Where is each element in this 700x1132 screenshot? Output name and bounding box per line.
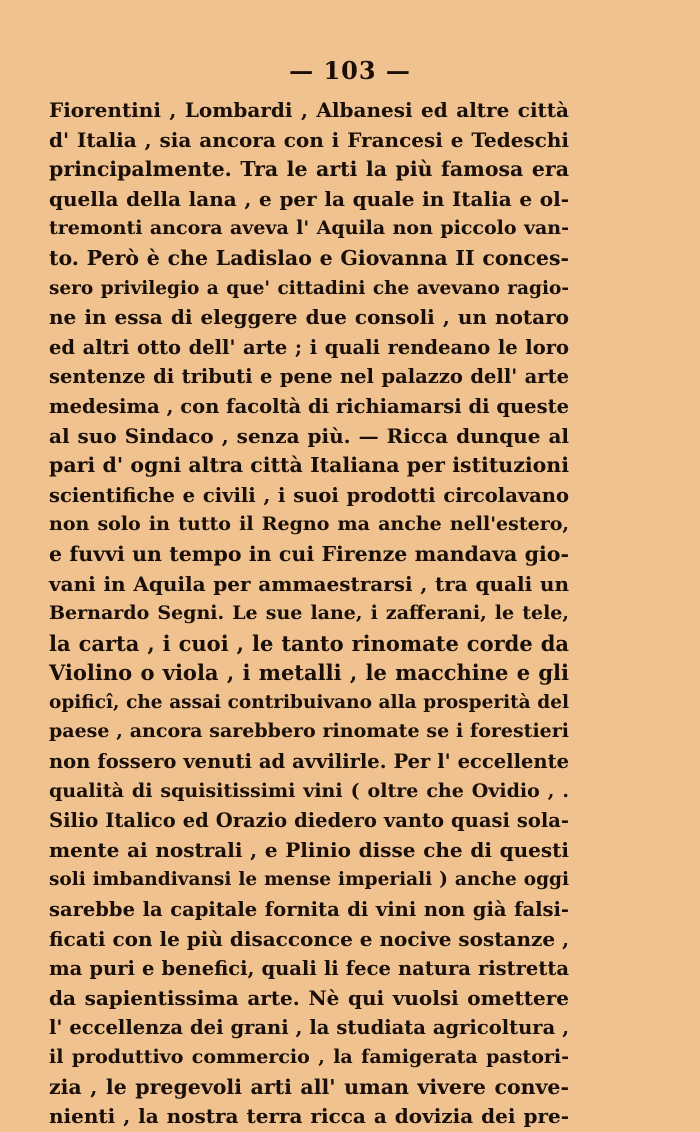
text-line: sero privilegio a que' cittadini che avevano ragio- bbox=[49, 277, 569, 299]
text-line: vani in Aquila per ammaestrarsi , tra quali un bbox=[49, 571, 569, 596]
text-line: tremonti ancora aveva l' Aquila non piccolo van- bbox=[49, 217, 569, 240]
text-line: quella della lana , e per la quale in Italia e ol- bbox=[49, 186, 569, 211]
text-line: to. Però è che Ladislao e Giovanna II conces- bbox=[49, 245, 569, 270]
text-line: nienti , la nostra terra ricca a dovizia dei pre- bbox=[49, 1104, 569, 1129]
text-line: ficati con le più disacconce e nocive sostanze , bbox=[49, 926, 570, 951]
text-line: e fuvvi un tempo in cui Firenze mandava gio- bbox=[49, 541, 569, 566]
text-line: paese , ancora sarebbero rinomate se i forestieri bbox=[49, 720, 569, 743]
text-line: sentenze di tributi e pene nel palazzo dell' arte bbox=[49, 365, 569, 389]
text-line: Silio Italico ed Orazio diedero vanto quasi sola- bbox=[49, 809, 569, 833]
text-line: al suo Sindaco , senza più. — Ricca dunque al bbox=[49, 423, 569, 448]
text-line: Bernardo Segni. Le sue lane, i zafferani, le tele, bbox=[49, 602, 569, 625]
text-line: pari d' ogni altra città Italiana per istituzioni bbox=[49, 453, 569, 478]
text-line: Fiorentini , Lombardi , Albanesi ed altre città bbox=[49, 98, 569, 122]
text-line: zia , le pregevoli arti all' uman vivere conve- bbox=[49, 1074, 569, 1099]
text-line: scientifiche e civili , i suoi prodotti circolavano bbox=[49, 483, 569, 507]
body-text bbox=[49, 96, 569, 1132]
text-line: ma puri e benefici, quali li fece natura ristretta bbox=[49, 957, 569, 981]
text-line: da sapientissima arte. Nè qui vuolsi omettere bbox=[49, 985, 569, 1010]
text-line: ed altri otto dell' arte ; i quali rendeano le loro bbox=[49, 335, 569, 359]
text-line: il produttivo commercio , la famigerata pastori- bbox=[49, 1046, 569, 1068]
text-line: ne in essa di eleggere due consoli , un notaro bbox=[49, 305, 569, 330]
text-line: principalmente. Tra le arti la più famosa era bbox=[49, 157, 569, 182]
page-number: — 103 — bbox=[289, 56, 411, 85]
text-line: soli imbandivansi le mense imperiali ) anche oggi bbox=[49, 869, 569, 891]
text-line: non fossero venuti ad avvilirle. Per l' eccellente bbox=[49, 750, 569, 774]
text-line: sarebbe la capitale fornita di vini non già falsi- bbox=[49, 898, 569, 922]
text-line: mente ai nostrali , e Plinio disse che di questi bbox=[49, 837, 569, 862]
text-line: Violino o viola , i metalli , le macchine e gli bbox=[49, 660, 569, 686]
text-line: la carta , i cuoi , le tanto rinomate corde da bbox=[49, 630, 569, 656]
text-line: non solo in tutto il Regno ma anche nell'estero, bbox=[49, 513, 569, 536]
text-line: l' eccellenza dei grani , la studiata agricoltura , bbox=[49, 1016, 569, 1040]
text-line: medesima , con facoltà di richiamarsi di queste bbox=[49, 394, 569, 418]
text-line: opificî, che assai contribuivano alla prosperità del bbox=[49, 691, 569, 713]
text-line: d' Italia , sia ancora con i Francesi e Tedeschi bbox=[49, 127, 569, 152]
text-line: qualità di squisitissimi vini ( oltre che Ovidio , . bbox=[49, 779, 569, 802]
